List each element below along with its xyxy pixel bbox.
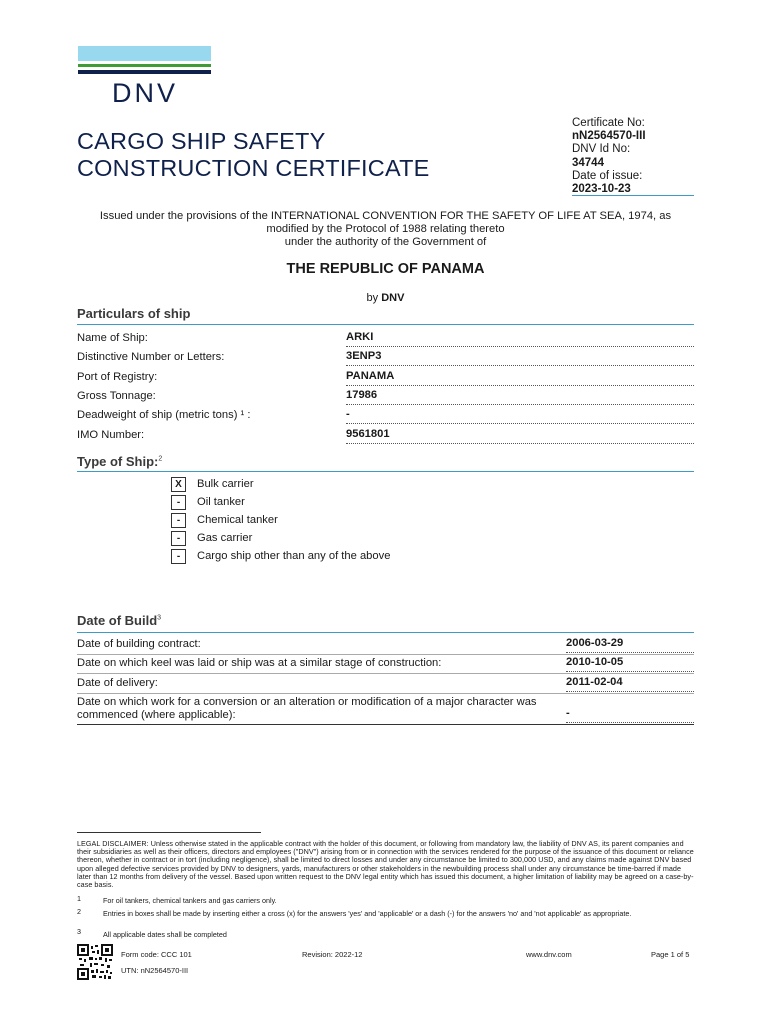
- preamble-line-3: under the authority of the Government of: [284, 236, 487, 248]
- dnv-id: 34744: [572, 156, 604, 169]
- date-of-build-footnote-ref: 3: [157, 614, 162, 622]
- type-of-ship-divider: [77, 471, 694, 472]
- type-of-ship-heading-text: Type of Ship:: [77, 454, 159, 469]
- ship-name-value: ARKI: [346, 331, 694, 347]
- certificate-no-label: Certificate No:: [572, 117, 645, 129]
- preamble-line-2: modified by the Protocol of 1988 relating thereto: [266, 223, 505, 235]
- oil-tanker-checkbox[interactable]: -: [171, 495, 186, 510]
- chemical-tanker-checkbox[interactable]: -: [171, 513, 186, 528]
- building-contract-label: Date of building contract:: [77, 638, 201, 650]
- dnv-id-label: DNV Id No:: [572, 143, 631, 156]
- logo-band-navy: [78, 70, 211, 74]
- certificate-no: nN2564570-III: [572, 130, 646, 143]
- form-code: Form code: CCC 101: [121, 950, 192, 959]
- date-row-divider: [77, 654, 694, 655]
- preamble-line-1: Issued under the provisions of the INTERNATIONAL CONVENTION FOR THE SAFETY OF LIFE AT SEA, 1974, as: [99, 210, 672, 222]
- port-of-registry-value: PANAMA: [346, 370, 694, 386]
- footnote-3-number: 3: [77, 927, 81, 936]
- footnote-1-text: For oil tankers, chemical tankers and gas carriers only.: [103, 896, 277, 905]
- date-of-build-heading: [77, 613, 161, 628]
- date-row-divider: [77, 724, 694, 725]
- meta-divider: [572, 195, 694, 196]
- distinctive-number-value: 3ENP3: [346, 350, 694, 366]
- footnote-1-number: 1: [77, 894, 81, 903]
- type-of-ship-footnote-ref: 2: [158, 455, 163, 463]
- logo-band-light: [78, 46, 211, 61]
- brand-name: DNV: [112, 78, 179, 108]
- gas-carrier-checkbox[interactable]: -: [171, 531, 186, 546]
- other-cargo-ship-label: Cargo ship other than any of the above: [197, 550, 391, 562]
- date-row-divider: [77, 673, 694, 674]
- bulk-carrier-label: Bulk carrier: [197, 478, 254, 490]
- revision: Revision: 2022-12: [302, 950, 363, 959]
- qr-code-icon: [77, 944, 113, 980]
- oil-tanker-label: Oil tanker: [197, 496, 245, 508]
- particulars-divider: [77, 324, 694, 325]
- title-line-2: CONSTRUCTION CERTIFICATE: [77, 155, 430, 181]
- distinctive-number-label: Distinctive Number or Letters:: [77, 351, 225, 363]
- port-of-registry-label: Port of Registry:: [77, 371, 158, 383]
- legal-disclaimer: LEGAL DISCLAIMER: Unless otherwise stated in the applicable contract with the holder of this document, or following from mandatory law, the liability of DNV AS, its parent companies and their subsidiaries as well as their officers, directors and employees ("DNV") arising from or in connection with the services rendered for the purpose of the issuance of this document or reliance thereon, whether in contract or in tort (including negligence), shall be limited to direct losses and under any circumstance be limited to 300,000 USD, and any claims made against DNV based upon alleged defective services provided by DNV to designers, yards, manufacturers or other stakeholders in the newbuilding process shall under any circumstance be time-barred if made later than 12 months from delivery of the vessel. Based upon written request to the DNV legal entity which has issued this document, a higher limitation of liability may be agreed on a case-by-case basis.: [77, 839, 694, 890]
- date-row-divider: [77, 693, 694, 694]
- imo-number-value: 9561801: [346, 428, 694, 444]
- certificate-title: [77, 128, 430, 182]
- keel-laid-label: Date on which keel was laid or ship was at a similar stage of construction:: [77, 657, 442, 669]
- footnote-divider: [77, 832, 261, 833]
- footnote-2-text: Entries in boxes shall be made by inserting either a cross (x) for the answers 'yes' and 'applicable' or a dash (-) for the answers 'no' and 'not applicable' as appropriate.: [103, 909, 632, 918]
- gross-tonnage-label: Gross Tonnage:: [77, 390, 156, 402]
- gross-tonnage-value: 17986: [346, 389, 694, 405]
- gas-carrier-label: Gas carrier: [197, 532, 253, 544]
- issued-by-name: DNV: [381, 292, 405, 304]
- date-of-build-heading-text: Date of Build: [77, 613, 158, 628]
- delivery-label: Date of delivery:: [77, 677, 158, 689]
- building-contract-date: 2006-03-29: [566, 637, 694, 653]
- page-number: Page 1 of 5: [651, 950, 690, 959]
- deadweight-label: Deadweight of ship (metric tons) ¹ :: [77, 409, 251, 421]
- issued-by-prefix: by: [366, 292, 379, 304]
- conversion-label-line-1: Date on which work for a conversion or an alteration or modification of a major character was: [77, 696, 537, 708]
- certificate-meta: [572, 117, 646, 196]
- issued-by: [77, 292, 694, 304]
- particulars-heading: Particulars of ship: [77, 306, 191, 321]
- bulk-carrier-checkbox[interactable]: X: [171, 477, 186, 492]
- imo-number-label: IMO Number:: [77, 429, 145, 441]
- authority-name: THE REPUBLIC OF PANAMA: [286, 261, 485, 277]
- logo-band-green: [78, 64, 211, 67]
- utn: UTN: nN2564570-III: [121, 966, 189, 975]
- keel-laid-date: 2010-10-05: [566, 656, 694, 672]
- date-of-issue-label: Date of issue:: [572, 169, 643, 182]
- conversion-date: -: [566, 707, 694, 723]
- website-link[interactable]: www.dnv.com: [526, 950, 572, 959]
- footnote-2-number: 2: [77, 907, 81, 916]
- footnote-3-text: All applicable dates shall be completed: [103, 930, 227, 939]
- chemical-tanker-label: Chemical tanker: [197, 514, 278, 526]
- ship-name-label: Name of Ship:: [77, 332, 148, 344]
- type-of-ship-heading: [77, 454, 162, 469]
- date-of-issue: 2023-10-23: [572, 183, 631, 196]
- title-line-1: CARGO SHIP SAFETY: [77, 128, 326, 154]
- delivery-date: 2011-02-04: [566, 676, 694, 692]
- deadweight-value: -: [346, 408, 694, 424]
- conversion-label-line-2: commenced (where applicable):: [77, 709, 236, 721]
- date-of-build-divider: [77, 632, 694, 633]
- other-cargo-ship-checkbox[interactable]: -: [171, 549, 186, 564]
